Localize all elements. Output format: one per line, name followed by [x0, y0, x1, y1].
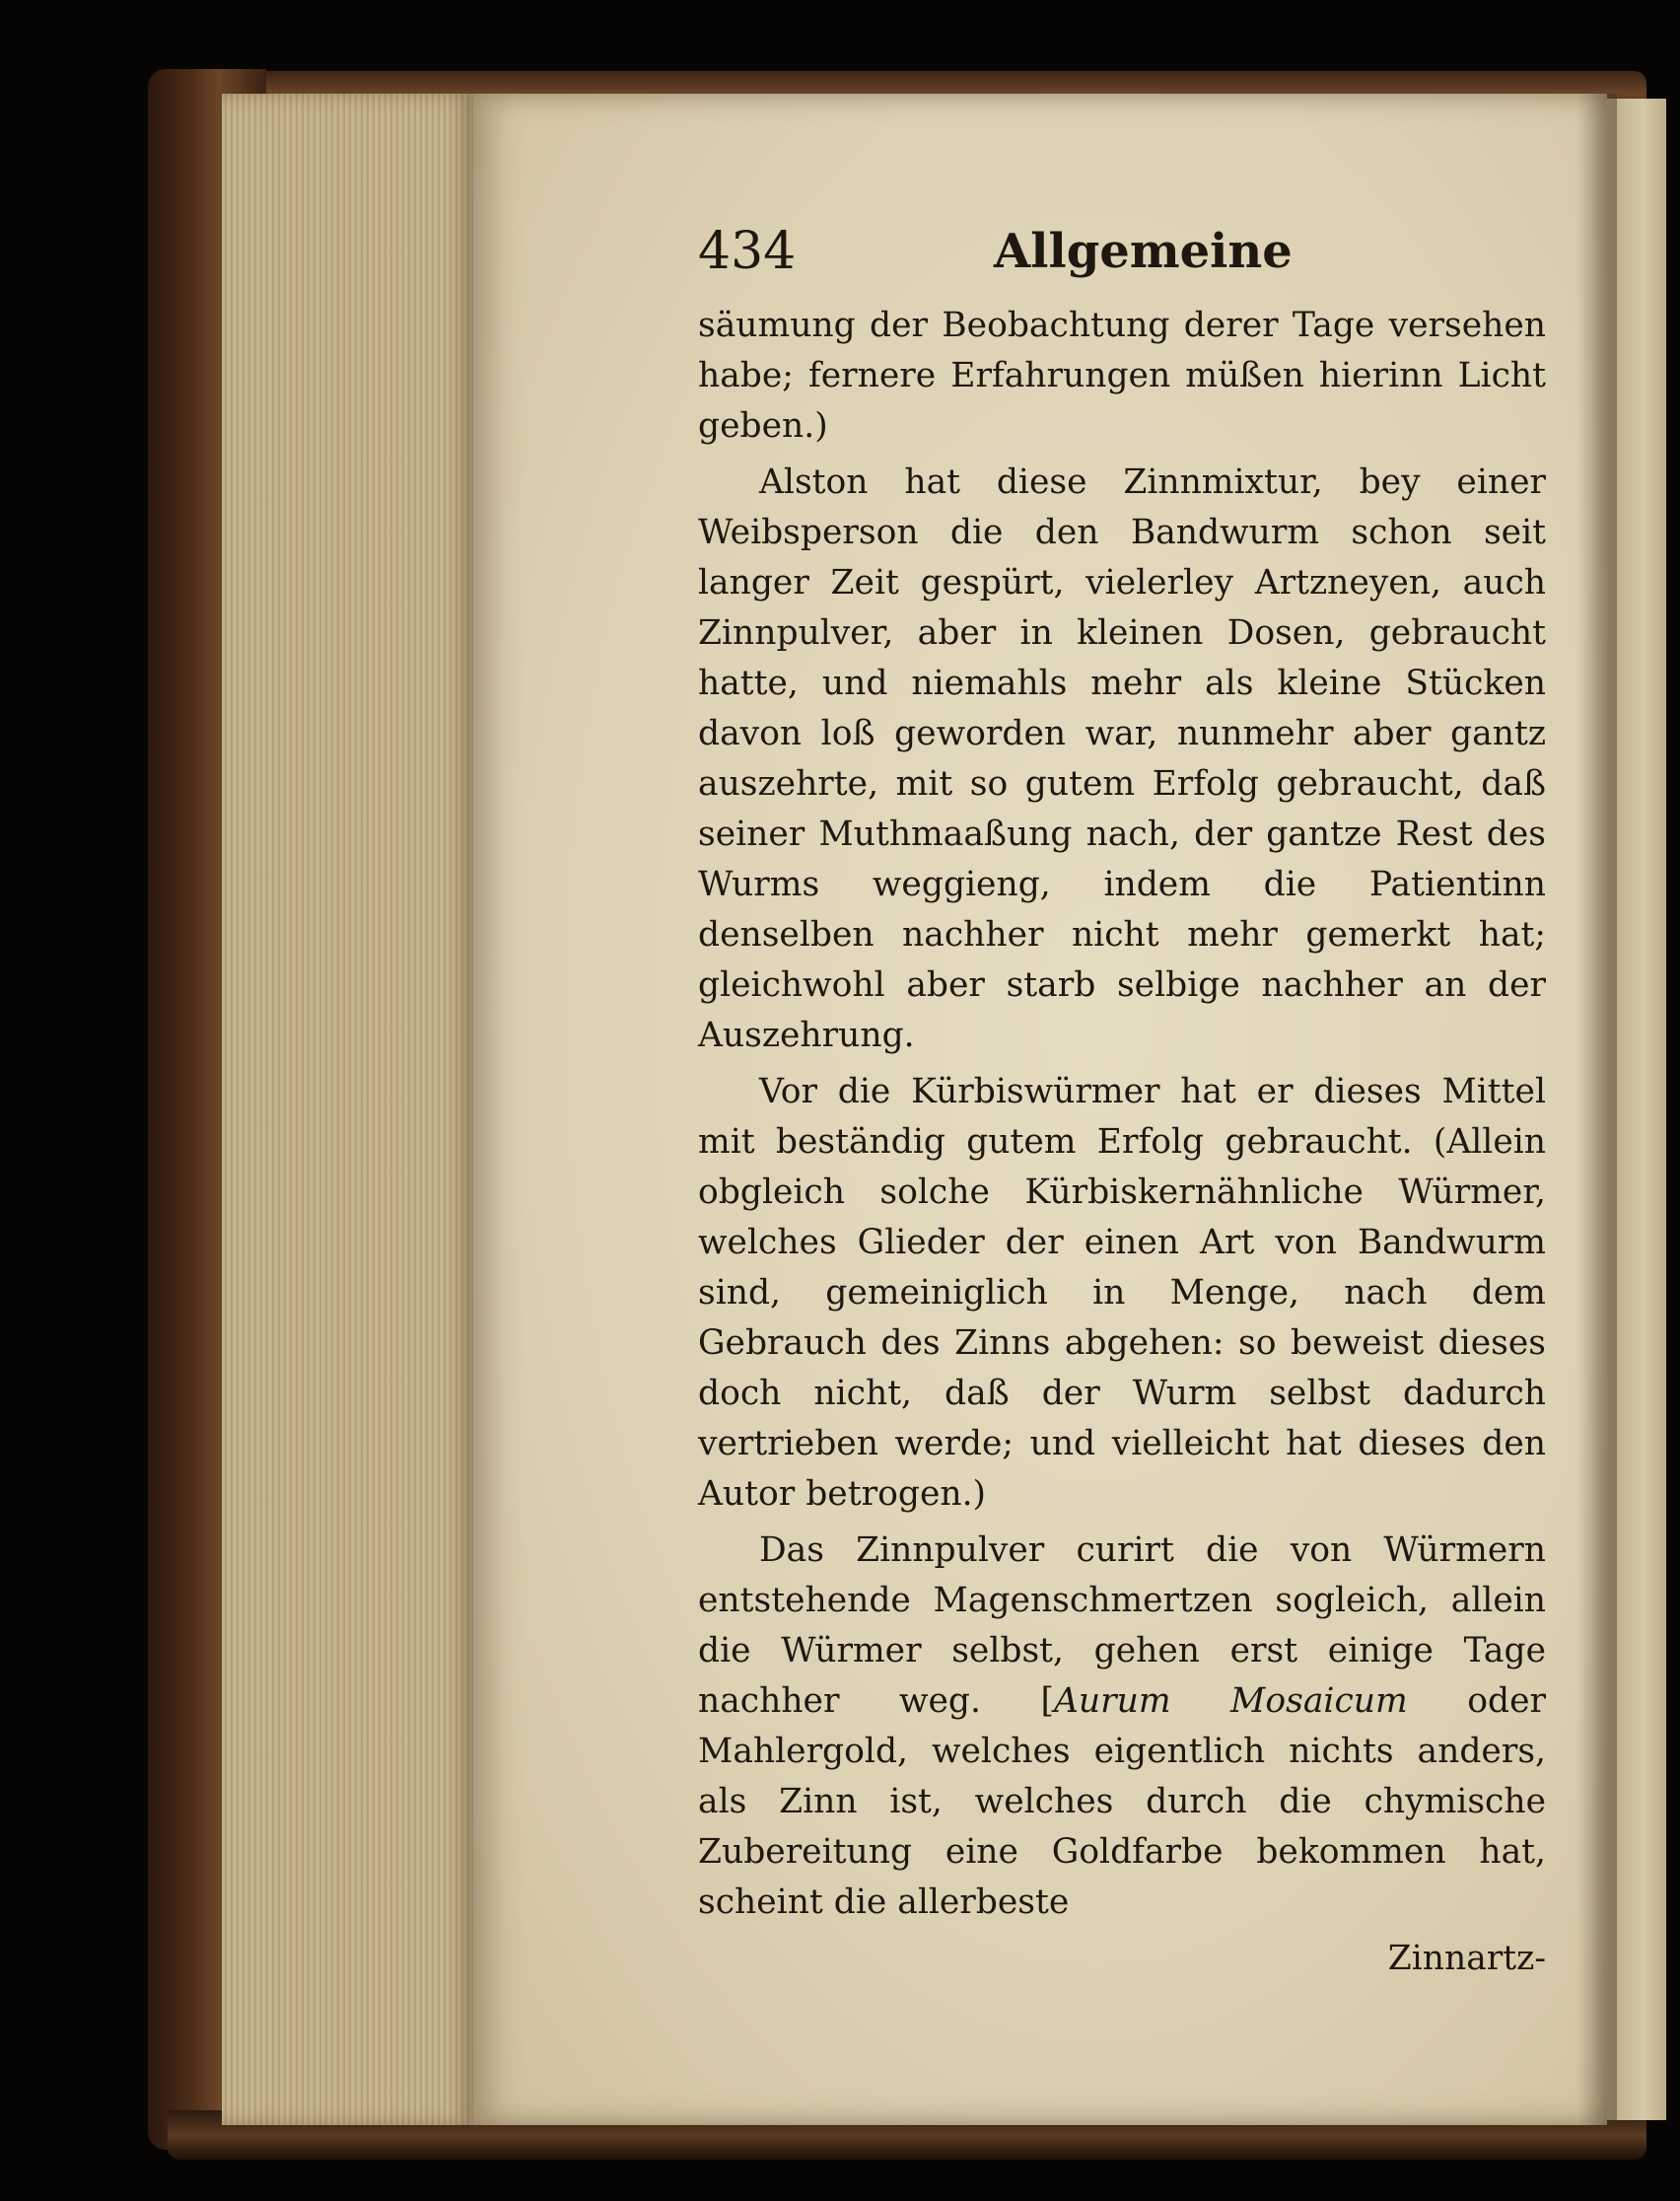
latin-term: Aurum Mosaicum: [1053, 1681, 1408, 1721]
paragraph-zinnpulver-text-rest: oder Mahlergold, welches eigentlich nichts anders, als Zinn ist, welches durch die chymische Zubereitung eine Goldfarbe bekommen hat, scheint die allerbeste: [698, 1681, 1547, 1922]
page-header: [698, 222, 1546, 301]
paragraph-alston: Alston hat diese Zinnmixtur, bey einer Weibsperson die den Bandwurm schon seit langer Zeit gespürt, vielerley Artzneyen, auch Zinnpulver, aber in kleinen Dosen, gebraucht hatte, und niemahls mehr als kleine Stücken davon loß geworden war, nunmehr aber gantz auszehrte, mit so gutem Erfolg gebraucht, daß seiner Muthmaaßung nach, der gantze Rest des Wurms weggieng, indem die Patientinn denselben nachher nicht mehr gemerkt hat; gleichwohl aber starb selbige nachher an der Auszehrung.: [698, 462, 1546, 1055]
catchword: Zinnartz-: [1387, 1939, 1546, 1978]
running-head: Allgemeine: [994, 224, 1293, 279]
page-edges: [222, 94, 473, 2125]
paragraph-zinnpulver-text: Das Zinnpulver curirt die von Würmern entstehende Magenschmertzen sogleich, allein die Würmer selbst, gehen erst einige Tage nachher weg. [: [698, 1530, 1546, 1721]
paragraph-continued: säumung der Beobachtung derer Tage versehen habe; fernere Erfahrungen müßen hierinn Licht geben.): [698, 306, 1546, 446]
paragraph-kuerbiswuermer: Vor die Kürbiswürmer hat er dieses Mittel mit beständig gutem Erfolg gebraucht. (Allein obgleich solche Kürbiskernähnliche Würmer, welches Glieder der einen Art von Bandwurm sind, gemeiniglich in Menge, nach dem Gebrauch des Zinns abgehen: so beweist dieses doch nicht, daß der Wurm selbst dadurch vertrieben werde; und vielleicht hat dieses den Autor betrogen.): [698, 1072, 1546, 1514]
gutter-shadow: [1577, 94, 1617, 2125]
paragraph-zinnpulver: [698, 1526, 1546, 1928]
page-number: 434: [698, 222, 797, 281]
page-text: [698, 222, 1546, 1984]
